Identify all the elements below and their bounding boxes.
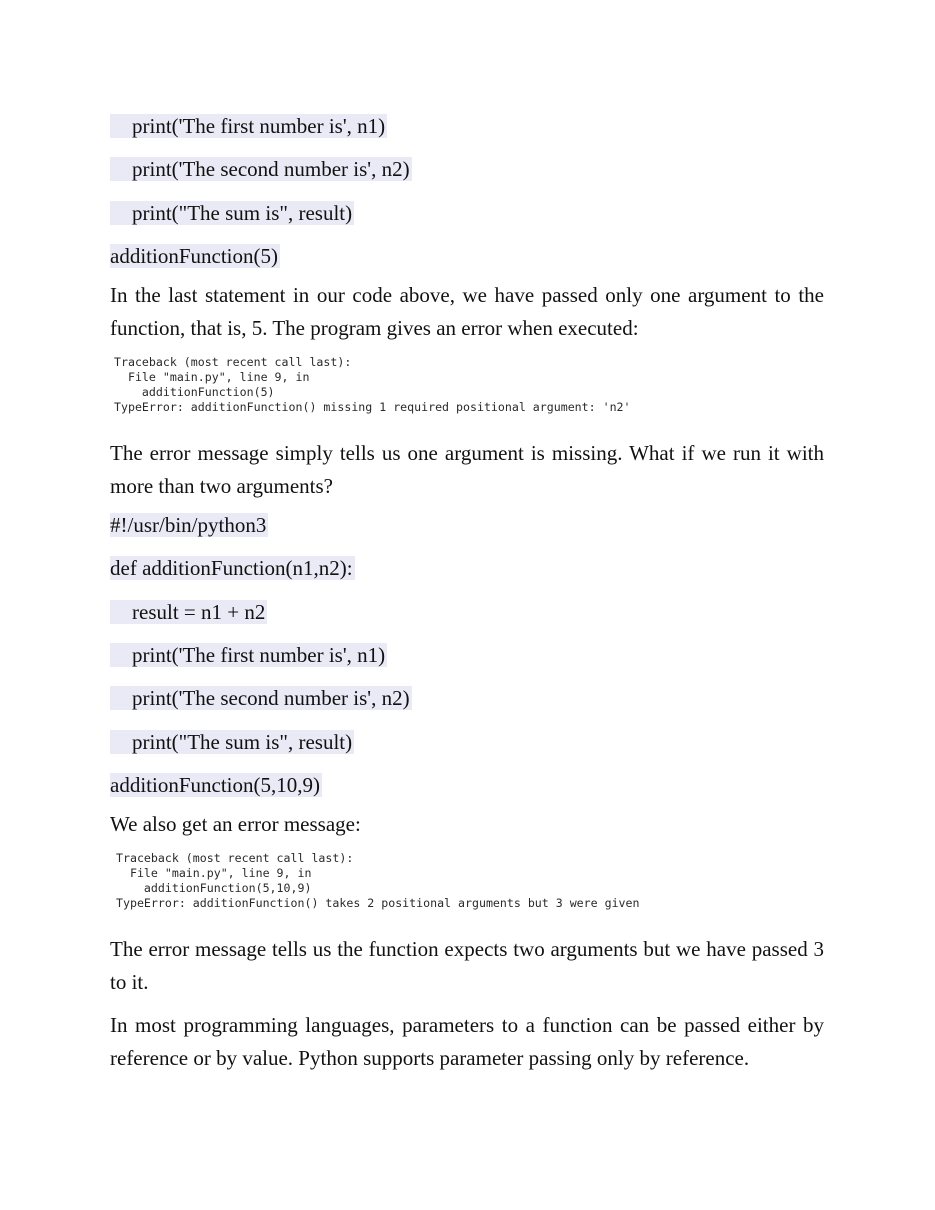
code-line: print('The second number is', n2) [110, 155, 824, 198]
code-line: additionFunction(5) [110, 243, 278, 268]
code-block-1 [110, 112, 824, 285]
body-paragraph: The error message simply tells us one argument is missing. What if we run it with more than two arguments? [110, 441, 824, 499]
body-paragraph: We also get an error message: [110, 812, 361, 837]
code-line: #!/usr/bin/python3 [110, 513, 267, 538]
code-line: def additionFunction(n1,n2): [110, 556, 353, 581]
code-line: print('The first number is', n1) [110, 112, 824, 155]
traceback-line: Traceback (most recent call last): [116, 851, 354, 866]
code-line: result = n1 + n2 [110, 598, 824, 641]
code-line: print("The sum is", result) [110, 199, 824, 242]
code-line: print('The first number is', n1) [110, 641, 824, 684]
code-line: additionFunction(5,10,9) [110, 772, 320, 797]
code-block-2 [110, 511, 824, 814]
traceback-image-2 [112, 851, 824, 911]
traceback-line: TypeError: additionFunction() missing 1 required positional argument: 'n2' [114, 400, 631, 415]
code-line: print("The sum is", result) [110, 728, 824, 771]
traceback-line: File "main.py", line 9, in [116, 866, 312, 881]
traceback-line: additionFunction(5,10,9) [116, 881, 312, 896]
body-paragraph: The error message tells us the function expects two arguments but we have passed 3 to it. [110, 937, 824, 995]
body-paragraph: In the last statement in our code above, we have passed only one argument to the function, that is, 5. The program gives an error when executed: [110, 283, 824, 341]
body-paragraph: In most programming languages, parameters to a function can be passed either by reference or by value. Python supports parameter passing only by reference. [110, 1013, 824, 1071]
code-line: print('The second number is', n2) [110, 684, 824, 727]
traceback-line: TypeError: additionFunction() takes 2 positional arguments but 3 were given [116, 896, 640, 911]
traceback-image-1 [110, 355, 824, 415]
traceback-line: File "main.py", line 9, in [114, 370, 310, 385]
traceback-line: Traceback (most recent call last): [114, 355, 352, 370]
traceback-line: additionFunction(5) [114, 385, 275, 400]
document-page [110, 112, 824, 1085]
